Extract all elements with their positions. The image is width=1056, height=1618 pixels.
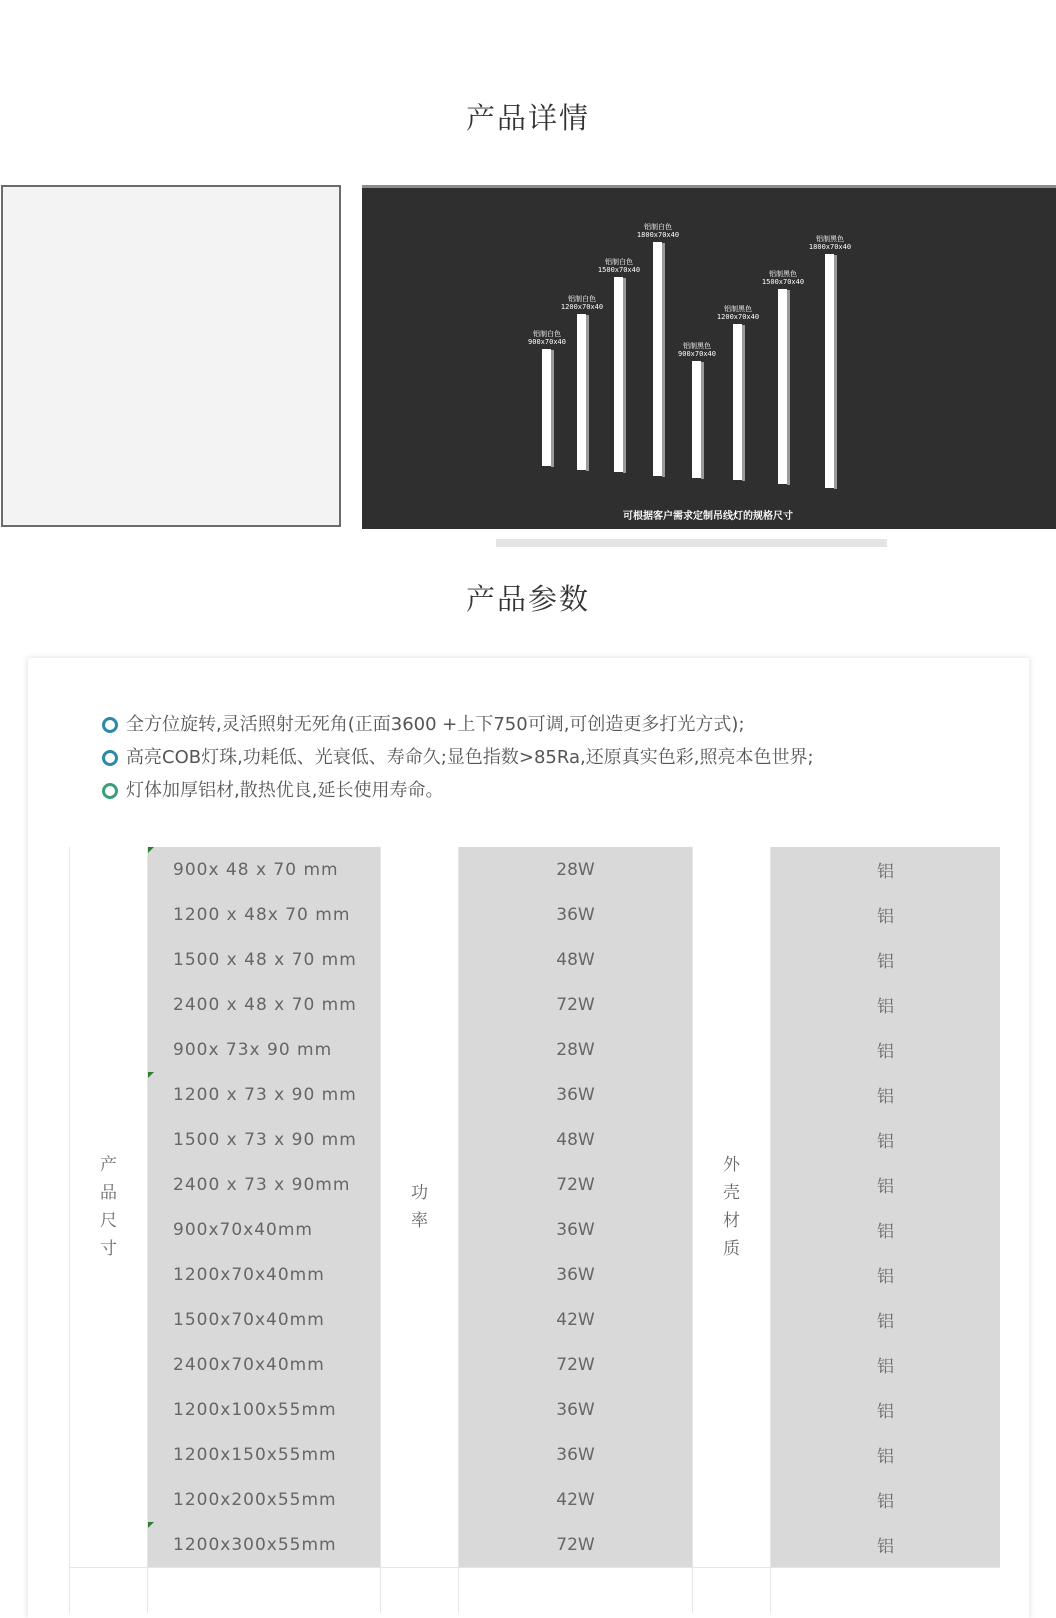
material-cell: 铝 — [771, 1342, 1001, 1387]
bar-side — [834, 255, 837, 489]
size-header-text: 产品尺寸 — [100, 1155, 117, 1259]
feature-text: 灯体加厚铝材,散热优良,延长使用寿命。 — [126, 780, 444, 801]
bar-label-name: 铝制白色 — [568, 295, 596, 303]
table-row — [70, 1072, 1001, 1117]
bar-label-spec: 1200x70x40 — [560, 303, 604, 311]
material-cell: 铝 — [771, 1027, 1001, 1072]
size-cell — [148, 937, 381, 982]
power-cell: 72W — [459, 982, 693, 1027]
bullet-ring-icon — [102, 750, 118, 766]
material-cell: 铝 — [771, 1432, 1001, 1477]
bullet-ring-icon — [102, 783, 118, 799]
table-row — [70, 1522, 1001, 1568]
power-cell: 72W — [459, 1342, 693, 1387]
power-cell: 72W — [459, 1522, 693, 1568]
table-row — [70, 1252, 1001, 1297]
material-cell: 铝 — [771, 1477, 1001, 1522]
bar-label-spec: 1800x70x40 — [636, 231, 680, 239]
chart-caption: 可根据客户需求定制吊线灯的规格尺寸 — [623, 511, 793, 522]
size-value: 1200x70x40mm — [173, 1264, 325, 1285]
power-cell: 36W — [459, 1387, 693, 1432]
feature-item — [102, 741, 814, 774]
cell-corner-marker — [148, 1072, 154, 1078]
power-cell: 36W — [459, 892, 693, 937]
params-card — [28, 658, 1029, 1618]
bar — [577, 314, 586, 470]
bar — [733, 324, 742, 480]
bar-label-name: 铝制白色 — [605, 258, 633, 266]
bar — [692, 361, 701, 478]
size-cell — [148, 1252, 381, 1297]
table-row — [70, 1297, 1001, 1342]
size-value: 1500 x 73 x 90 mm — [173, 1129, 357, 1150]
feature-item — [102, 774, 814, 807]
bar-label-spec: 900x70x40 — [678, 350, 716, 358]
table-row — [70, 847, 1001, 892]
size-value: 2400x70x40mm — [173, 1354, 325, 1375]
chart-svg — [362, 188, 1056, 529]
power-cell: 36W — [459, 1207, 693, 1252]
section-title-details: 产品详情 — [465, 101, 590, 135]
power-cell: 48W — [459, 937, 693, 982]
empty-cell — [148, 1568, 381, 1614]
bar-side — [701, 362, 704, 479]
size-cell — [148, 1117, 381, 1162]
table-row-tail — [70, 1568, 1001, 1614]
size-value: 900x 73x 90 mm — [173, 1039, 333, 1060]
bar-label-name: 铝制黑色 — [816, 235, 844, 243]
bar-label-spec: 1500x70x40 — [761, 278, 805, 286]
material-cell: 铝 — [771, 1117, 1001, 1162]
material-cell: 铝 — [771, 1297, 1001, 1342]
bar-side — [742, 325, 745, 481]
feature-list — [102, 708, 814, 807]
image-placeholder — [1, 185, 341, 527]
product-lengths-chart — [362, 185, 1056, 529]
bar-side — [623, 278, 626, 473]
power-cell: 36W — [459, 1252, 693, 1297]
bar-label-name: 铝制黑色 — [769, 270, 797, 278]
table-row — [70, 892, 1001, 937]
size-cell — [148, 892, 381, 937]
empty-cell — [459, 1568, 693, 1614]
cell-corner-marker — [148, 1522, 154, 1528]
bar-label-name: 铝制白色 — [533, 330, 561, 338]
bar — [614, 277, 623, 472]
section-title-params: 产品参数 — [465, 582, 590, 616]
bar — [542, 349, 551, 466]
material-cell: 铝 — [771, 937, 1001, 982]
material-cell: 铝 — [771, 1522, 1001, 1568]
size-cell — [148, 1207, 381, 1252]
size-value: 2400 x 73 x 90mm — [173, 1174, 351, 1195]
power-cell: 28W — [459, 1027, 693, 1072]
bar-label-spec: 1500x70x40 — [597, 266, 641, 274]
size-cell — [148, 1477, 381, 1522]
size-header — [70, 847, 148, 1568]
material-cell: 铝 — [771, 847, 1001, 892]
bar — [653, 242, 662, 476]
power-cell: 36W — [459, 1432, 693, 1477]
power-cell: 48W — [459, 1117, 693, 1162]
table-row — [70, 1477, 1001, 1522]
size-value: 900x70x40mm — [173, 1219, 313, 1240]
bar-side — [551, 350, 554, 467]
size-cell — [148, 1342, 381, 1387]
empty-cell — [381, 1568, 459, 1614]
material-cell: 铝 — [771, 1207, 1001, 1252]
size-value: 900x 48 x 70 mm — [173, 859, 339, 880]
material-cell: 铝 — [771, 1387, 1001, 1432]
empty-cell — [693, 1568, 771, 1614]
bar-label-name: 铝制白色 — [644, 223, 672, 231]
bar-side — [586, 315, 589, 471]
table-row — [70, 1342, 1001, 1387]
bar-label-spec: 1800x70x40 — [808, 243, 852, 251]
size-cell — [148, 1072, 381, 1117]
bar-side — [662, 243, 665, 477]
power-cell: 42W — [459, 1297, 693, 1342]
size-cell — [148, 847, 381, 892]
bar — [825, 254, 834, 488]
cell-corner-marker — [148, 847, 154, 853]
size-cell — [148, 1297, 381, 1342]
size-cell — [148, 1432, 381, 1477]
size-value: 1200x200x55mm — [173, 1489, 337, 1510]
material-cell: 铝 — [771, 892, 1001, 937]
size-cell — [148, 1162, 381, 1207]
table-row — [70, 1027, 1001, 1072]
power-cell: 28W — [459, 847, 693, 892]
table-row — [70, 982, 1001, 1027]
feature-text: 高亮COB灯珠,功耗低、光衰低、寿命久;显色指数>85Ra,还原真实色彩,照亮本色世界; — [126, 747, 814, 768]
size-value: 1200x150x55mm — [173, 1444, 337, 1465]
size-cell — [148, 1522, 381, 1568]
material-cell: 铝 — [771, 1072, 1001, 1117]
size-value: 1500x70x40mm — [173, 1309, 325, 1330]
empty-cell — [771, 1568, 1001, 1614]
power-cell: 36W — [459, 1072, 693, 1117]
material-cell: 铝 — [771, 982, 1001, 1027]
bar — [778, 289, 787, 484]
power-header-text: 功率 — [411, 1183, 428, 1231]
size-cell — [148, 1387, 381, 1432]
material-header — [693, 847, 771, 1568]
bullet-ring-icon — [102, 717, 118, 733]
table-row — [70, 937, 1001, 982]
bar-label-name: 铝制黑色 — [724, 305, 752, 313]
feature-text: 全方位旋转,灵活照射无死角(正面3600 +上下750可调,可创造更多打光方式); — [126, 714, 745, 735]
material-header-text: 外壳材质 — [723, 1155, 740, 1259]
size-cell — [148, 982, 381, 1027]
table-row — [70, 1117, 1001, 1162]
table-row — [70, 1387, 1001, 1432]
table-row — [70, 1162, 1001, 1207]
size-value: 1200x100x55mm — [173, 1399, 337, 1420]
size-value: 2400 x 48 x 70 mm — [173, 994, 357, 1015]
spec-table — [69, 847, 1000, 1613]
size-value: 1200 x 73 x 90 mm — [173, 1084, 357, 1105]
size-value: 1200x300x55mm — [173, 1534, 337, 1555]
size-value: 1500 x 48 x 70 mm — [173, 949, 357, 970]
bar-label-spec: 1200x70x40 — [716, 313, 760, 321]
bar-label-spec: 900x70x40 — [528, 338, 566, 346]
carousel-scrollbar[interactable] — [496, 539, 887, 547]
material-cell: 铝 — [771, 1252, 1001, 1297]
bar-side — [787, 290, 790, 485]
feature-item — [102, 708, 814, 741]
material-cell: 铝 — [771, 1162, 1001, 1207]
power-header — [381, 847, 459, 1568]
power-cell: 72W — [459, 1162, 693, 1207]
size-value: 1200 x 48x 70 mm — [173, 904, 351, 925]
table-row — [70, 1207, 1001, 1252]
table-row — [70, 1432, 1001, 1477]
empty-cell — [70, 1568, 148, 1614]
bar-label-name: 铝制黑色 — [683, 342, 711, 350]
size-cell — [148, 1027, 381, 1072]
power-cell: 42W — [459, 1477, 693, 1522]
